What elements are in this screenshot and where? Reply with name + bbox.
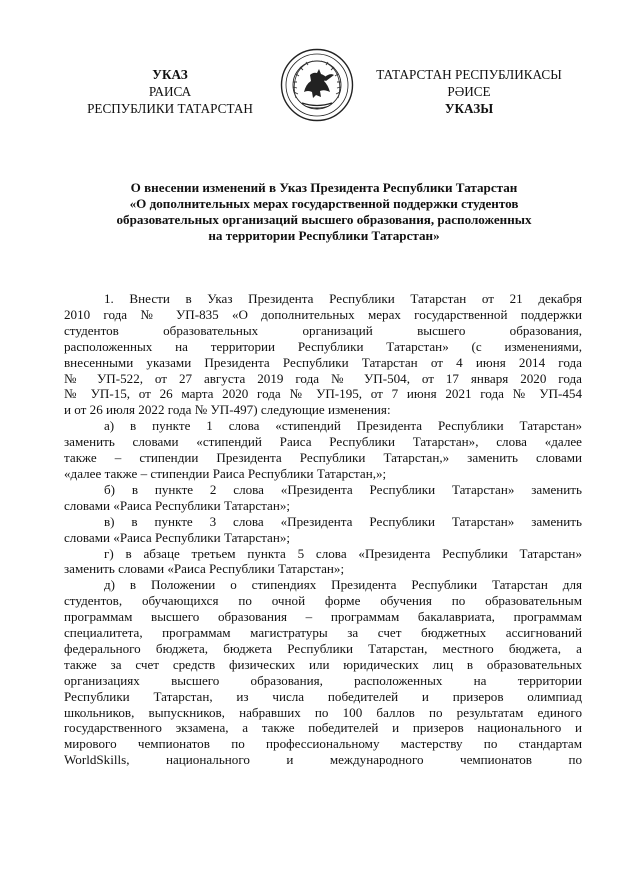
body-line: программам высшего образования – программам бакалавриата, программам <box>64 609 582 625</box>
body-line: внесенными указами Президента Республики Татарстан от 4 июня 2014 года <box>64 354 582 370</box>
header-left-line3: РЕСПУБЛИКИ ТАТАРСТАН <box>87 101 253 116</box>
body-line: организациях высшего образования, расположенных на территории <box>64 672 582 688</box>
header-left-line2: РАИСА <box>148 84 192 99</box>
body-line: № УП-522, от 27 августа 2019 года № УП-504, от 17 января 2020 года <box>64 370 582 386</box>
body-line: д) в Положении о стипендиях Президента Республики Татарстан для <box>104 577 582 593</box>
body-line: 1. Внести в Указ Президента Республики Татарстан от 21 декабря <box>104 291 582 306</box>
title-line: О внесении изменений в Указ Президента Республики Татарстан <box>130 180 518 195</box>
body-line: WorldSkills, национального и международного чемпионатов по <box>64 752 582 768</box>
body-line: заменить словами «Раиса Республики Татарстан»; <box>64 561 345 577</box>
body-line: Республики Татарстан, из числа победителей и призеров олимпиад <box>64 688 582 704</box>
body-line: 2010 года № УП-835 «О дополнительных мерах государственной поддержки <box>64 306 582 322</box>
body-line: № УП-15, от 26 марта 2020 года № УП-195, от 7 июня 2021 года № УП-454 <box>64 386 582 402</box>
header-right-line1: ТАТАРСТАН РЕСПУБЛИКАСЫ <box>376 67 562 82</box>
header-left-line1: УКАЗ <box>152 67 188 82</box>
document-body <box>64 291 582 768</box>
header-left-block <box>60 66 280 117</box>
body-line: словами «Раиса Республики Татарстан»; <box>64 497 291 513</box>
title-line: образовательных организаций высшего образования, расположенных <box>116 212 532 227</box>
body-line: также – стипендии Президента Республики Татарстан,» заменить словами <box>64 450 582 466</box>
body-line: студентов образовательных организаций высшего образования, <box>64 322 582 338</box>
body-line: а) в пункте 1 слова «стипендий Президента Республики Татарстан» <box>104 418 582 434</box>
body-line: федерального бюджета, бюджета Республики Татарстан, местного бюджета, а <box>64 640 582 656</box>
body-line: специалитета, программам магистратуры за счет бюджетных ассигнований <box>64 625 582 641</box>
body-line: г) в абзаце третьем пункта 5 слова «Президента Республики Татарстан» <box>104 545 582 561</box>
body-line: б) в пункте 2 слова «Президента Республики Татарстан» заменить <box>104 481 582 497</box>
header-right-block <box>356 66 582 117</box>
title-line: «О дополнительных мерах государственной поддержки студентов <box>129 196 519 211</box>
body-line: мирового чемпионатов по профессиональному мастерству по стандартам <box>64 736 582 752</box>
title-line: на территории Республики Татарстан» <box>208 228 440 243</box>
body-line: и от 26 июля 2022 года № УП-497) следующие изменения: <box>64 402 391 418</box>
document-title <box>60 180 588 244</box>
body-line: заменить словами «стипендий Раиса Республики Татарстан», слова «далее <box>64 434 582 450</box>
body-line: также за счет средств физических или юридических лиц в образовательных <box>64 656 582 672</box>
body-line: расположенных на территории Республики Татарстан» (с изменениями, <box>64 338 582 354</box>
header-right-line3: УКАЗЫ <box>444 101 494 116</box>
body-line: студентов, обучающихся по очной форме обучения по образовательным <box>64 593 582 609</box>
coat-of-arms-icon <box>280 48 354 122</box>
body-line: в) в пункте 3 слова «Президента Республики Татарстан» заменить <box>104 513 582 529</box>
body-line: государственного экзамена, а также победителей и призеров национального и <box>64 720 582 736</box>
body-line: «далее также – стипендии Раиса Республики Татарстан,»; <box>64 465 387 481</box>
body-line: школьников, выпускников, набравших по 100 баллов по результатам единого <box>64 704 582 720</box>
header-right-line2: РӘИСЕ <box>447 84 491 99</box>
body-line: словами «Раиса Республики Татарстан»; <box>64 529 291 545</box>
